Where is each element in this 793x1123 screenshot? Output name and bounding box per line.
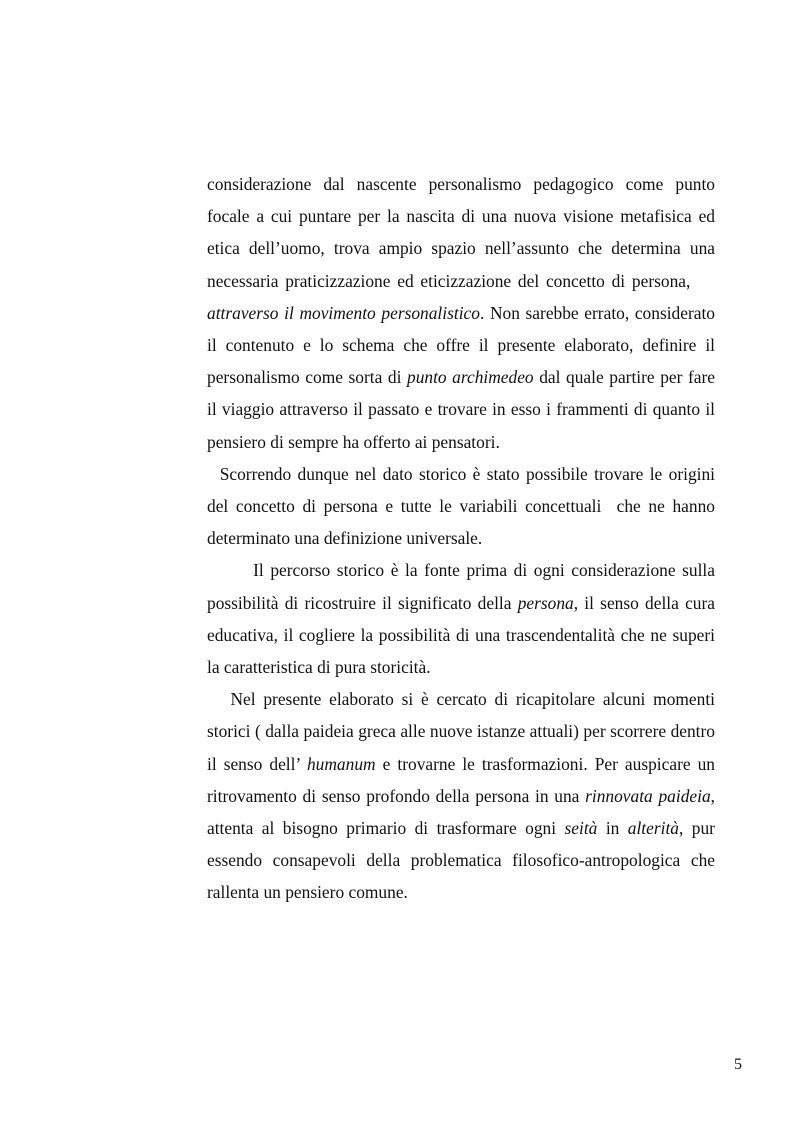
text-run: considerazione dal nascente personalismo pedagogico come punto focale a cui puntare per la nascita di una nuova visione metafisica ed etica dell’uomo, trova ampio spazio nell’assunto che determina una necessaria praticizzazione ed eticizzazione del concetto di persona, [207,174,715,291]
paragraph-indent [207,560,253,580]
text-run: e trovarne le trasformazioni. Per auspicare un ritrovamento di senso profondo della persona in una [207,753,715,806]
paragraph-indent [207,689,230,709]
text-run: Il percorso storico è la fonte prima di ogni considerazione sulla possibilità di ricostruire il significato della [207,560,715,613]
italic-text-run: humanum [306,753,376,774]
page-number: 5 [734,1056,742,1073]
italic-text-run: seità [564,818,598,839]
text-run: Nel presente elaborato si è cercato di ricapitolare alcuni momenti storici ( dalla paideia greca alle nuove istanze attuali) per scorrere dentro il senso dell’ [207,689,716,774]
italic-text-run: attraverso il movimento personalistico [207,302,480,323]
text-run: , attenta al bisogno primario di trasformare ogni [207,785,716,839]
italic-text-run: rinnovata paideia [585,785,711,806]
text-run: , il senso della cura educativa, il cogliere la possibilità di una trascendentalità che ne superi la caratteristica di pura storicità. [207,592,715,678]
text-run: . Non sarebbe errato, considerato il contenuto e lo schema che offre il presente elaborato, definire il personalismo come sorta di [207,302,715,388]
body-text [207,168,715,909]
text-run: in [597,818,628,839]
italic-text-run: persona [517,592,574,613]
paragraph-indent [207,464,220,484]
paragraph [207,683,715,908]
italic-text-run: punto archimedeo [407,367,534,388]
paragraph [207,458,715,555]
italic-text-run: alterità [627,818,679,839]
text-run: , pur essendo consapevoli della problematica filosofico-antropologica che rallenta un pensiero comune. [207,818,715,903]
text-run: dal quale partire per fare il viaggio attraverso il passato e trovare in esso i frammenti di quanto il pensiero di sempre ha offerto ai pensatori. [207,367,715,452]
paragraph [207,554,715,683]
paragraph [207,168,715,458]
text-run: Scorrendo dunque nel dato storico è stato possibile trovare le origini del concetto di persona e tutte le variabili concettuali che ne hanno determinato una definizione universale. [207,463,715,549]
